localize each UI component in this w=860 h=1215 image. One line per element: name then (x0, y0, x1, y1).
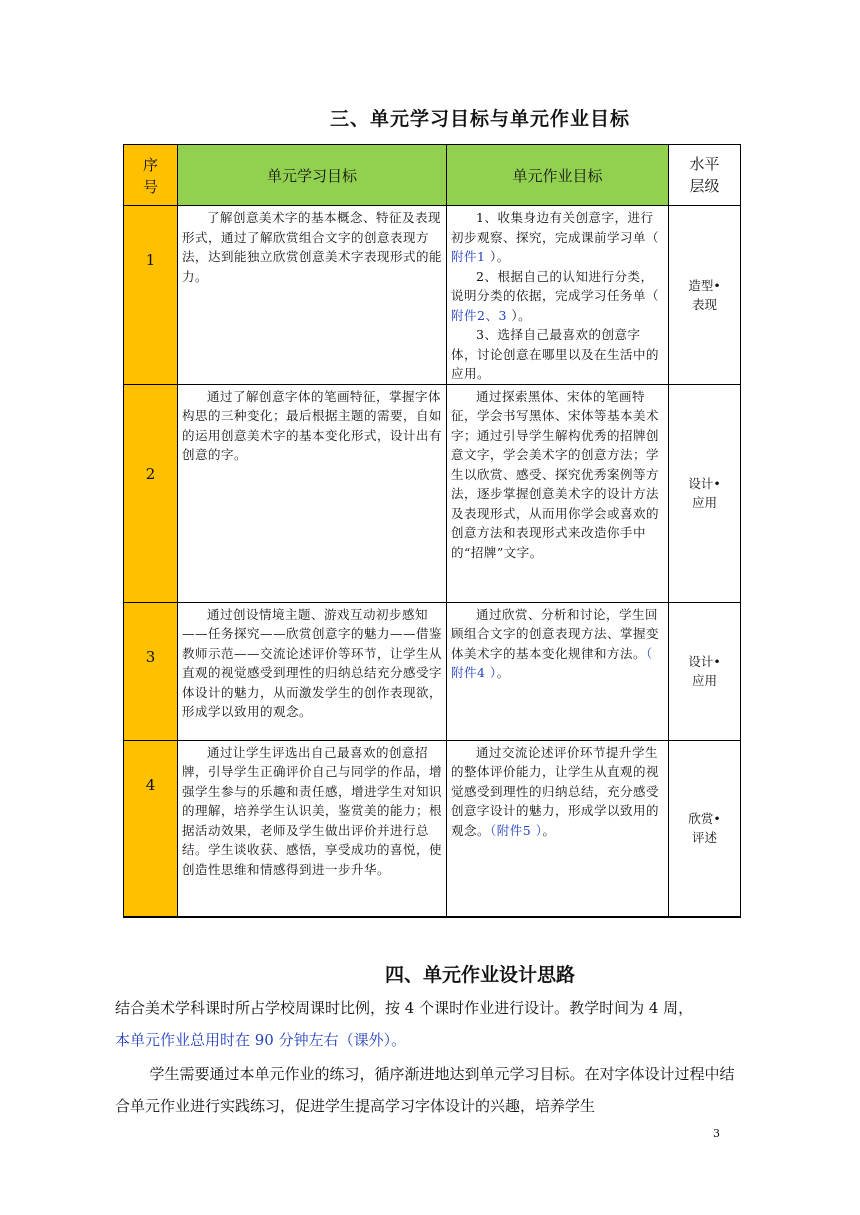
level-cell: 设计• 应用 (669, 384, 741, 602)
learning-goal: 通过创设情境主题、游戏互动初步感知——任务探究——欣赏创意字的魅力——借鉴教师示范——交流论述评价等环节，让学生从直观的视觉感受到理性的归纳总结充分感受字体设计的魅力，从而激发学生的创作表现欲，形成学以致用的观念。 (178, 602, 447, 740)
table-row (124, 602, 741, 740)
table-header-row (124, 145, 741, 206)
header-homework: 单元作业目标 (447, 145, 669, 206)
attachment-ref: （ 附件4 ） (451, 645, 653, 680)
attachment-ref: （附件5 ） (490, 822, 543, 838)
header-learning: 单元学习目标 (178, 145, 447, 206)
page-number: 3 (713, 1127, 720, 1140)
paragraph: 学生需要通过本单元作业的练习，循序渐进地达到单元学习目标。在对字体设计过程中结合单元作业进行实践练习，促进学生提高学习字体设计的兴趣，培养学生 (115, 1065, 735, 1115)
learning-goal: 通过了解创意字体的笔画特征，掌握字体构思的三种变化；最后根据主题的需要，自如的运用创意美术字的基本变化形式，设计出有创意的字。 (178, 384, 447, 602)
total-time-note: 本单元作业总用时在 90 分钟左右（课外）。 (115, 1031, 407, 1049)
header-seq: 序 号 (124, 145, 178, 206)
row-number: 4 (124, 740, 178, 917)
homework-goal: 通过探索黑体、宋体的笔画特征，学会书写黑体、宋体等基本美术字；通过引导学生解构优秀的招牌创意文字，学会美术字的创意方法；学生以欣赏、感受、探究优秀案例等方法，逐步掌握创意美术字的设计方法及表现形式，从而用你学会或喜欢的创意方法和表现形式来改造你手中的“招牌”文字。 (447, 384, 669, 602)
table-row (124, 740, 741, 917)
level-cell: 造型• 表现 (669, 206, 741, 385)
homework-goal: 通过欣赏、分析和讨论，学生回顾组合文字的创意表现方法、掌握变体美术字的基本变化规律和方法。（ 附件4 ）。 (447, 602, 669, 740)
row-number: 2 (124, 384, 178, 602)
homework-goal: 通过交流论述评价环节提升学生的整体评价能力，让学生从直观的视觉感受到理性的归纳总结，充分感受创意字设计的魅力，形成学以致用的观念。（附件5 ）。 (447, 740, 669, 917)
row-number: 1 (124, 206, 178, 385)
table-row (124, 206, 741, 385)
learning-goal: 了解创意美术字的基本概念、特征及表现形式，通过了解欣赏组合文字的创意表现方法，达到能独立欣赏创意美术字表现形式的能力。 (178, 206, 447, 385)
paragraph: 结合美术学科课时所占学校周课时比例，按 4 个课时作业进行设计。教学时间为 4 周， 本单元作业总用时在 90 分钟左右（课外）。 (115, 999, 694, 1049)
attachment-ref: 附件1 (451, 249, 490, 264)
goals-table (123, 144, 741, 918)
row-number: 3 (124, 602, 178, 740)
header-level: 水平 层级 (669, 145, 741, 206)
level-cell: 欣赏• 评述 (669, 740, 741, 917)
level-cell: 设计• 应用 (669, 602, 741, 740)
section4-title: 四、单元作业设计思路 (384, 964, 575, 986)
homework-goal: 1、收集身边有关创意字，进行初步观察、探究，完成课前学习单（ 附件1 ）。 2、根据自己的认知进行分类，说明分类的依据，完成学习任务单（ 附件2、3 ）。 3、选择自己最喜欢的创意字体，讨论创意在哪里以及在生活中的应用。 (447, 206, 669, 385)
attachment-ref: 附件2、3 (451, 307, 512, 323)
learning-goal: 通过让学生评选出自己最喜欢的创意招牌，引导学生正确评价自己与同学的作品，增强学生参与的乐趣和责任感，增进学生对知识的理解，培养学生认识美，鉴赏美的能力；根据活动效果，老师及学生做出评价并进行总结。学生谈收获、感悟，享受成功的喜悦，使创造性思维和情感得到进一步升华。 (178, 740, 447, 917)
section3-title: 三、单元学习目标与单元作业目标 (329, 108, 630, 130)
table-row (124, 384, 741, 602)
